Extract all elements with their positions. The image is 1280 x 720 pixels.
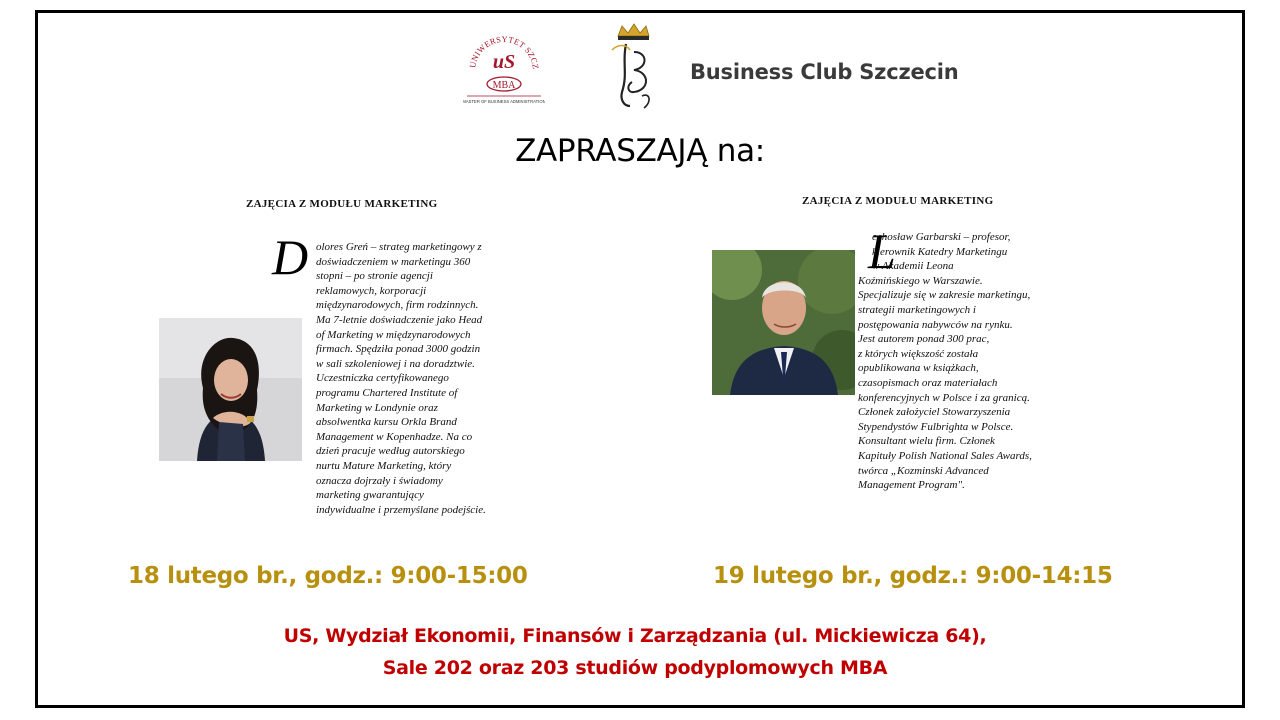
event-date-left: 18 lutego br., godz.: 9:00-15:00 bbox=[128, 563, 528, 589]
bio-line: reklamowych, korporacji bbox=[316, 284, 427, 297]
bio-line: oznacza dojrzały i świadomy bbox=[316, 474, 443, 487]
bio-line: w Akademii Leona bbox=[872, 260, 954, 273]
bio-line: echosław Garbarski – profesor, bbox=[872, 231, 1011, 243]
bio-line: w sali szkoleniowej i na doradztwie. bbox=[316, 357, 475, 370]
bio-line: olores Greń – strateg marketingowy z bbox=[316, 241, 482, 253]
bio-line: opublikowana w książkach, bbox=[858, 362, 979, 375]
bio-line: Członek założyciel Stowarzyszenia bbox=[858, 406, 1011, 419]
bio-line: konferencyjnych w Polsce i za granicą. bbox=[858, 391, 1030, 404]
dropcap-right: L bbox=[868, 223, 896, 279]
bio-line: Konsultant wielu firm. Członek bbox=[858, 435, 995, 448]
venue-line-1: US, Wydział Ekonomii, Finansów i Zarządzania (ul. Mickiewicza 64), bbox=[283, 625, 987, 647]
bio-line: of Marketing w międzynarodowych bbox=[316, 328, 471, 341]
speaker-photo-right bbox=[712, 250, 855, 395]
bio-line: nurtu Mature Marketing, który bbox=[316, 459, 452, 472]
venue-line-2: Sale 202 oraz 203 studiów podyplomowych MBA bbox=[382, 657, 888, 679]
bio-left bbox=[316, 240, 486, 517]
module-title-left: ZAJĘCIA Z MODUŁU MARKETING bbox=[246, 198, 438, 210]
dropcap-left: D bbox=[272, 229, 309, 285]
bio-line: absolwentka kursu Orkla Brand bbox=[316, 416, 457, 429]
bio-line: firmach. Spędziła ponad 3000 godzin bbox=[316, 343, 481, 356]
bio-line: stopni – po stronie agencji bbox=[316, 270, 433, 283]
bio-line: twórca „Kozminski Advanced bbox=[858, 464, 989, 477]
bio-line: Koźmińskiego w Warszawie. bbox=[858, 274, 983, 287]
bio-line: Specjalizuje się w zakresie marketingu, bbox=[858, 289, 1031, 302]
speaker-photo-left bbox=[159, 318, 302, 461]
svg-text:uS: uS bbox=[492, 51, 516, 73]
bio-line: kierownik Katedry Marketingu bbox=[872, 245, 1008, 258]
bio-line: Marketing w Londynie oraz bbox=[316, 401, 438, 414]
bio-line: Stypendystów Fulbrighta w Polsce. bbox=[858, 420, 1014, 433]
bio-line: doświadczeniem w marketingu 360 bbox=[316, 255, 471, 268]
bio-line: międzynarodowych, firm rodzinnych. bbox=[316, 299, 479, 312]
bio-line: Kapituły Polish National Sales Awards, bbox=[858, 449, 1032, 462]
bio-line: Management w Kopenhadze. Na co bbox=[316, 430, 473, 443]
bio-right bbox=[858, 230, 1032, 493]
logo-caption: MASTER OF BUSINESS ADMINISTRATION bbox=[463, 99, 545, 104]
brand-name: Business Club Szczecin bbox=[690, 60, 959, 84]
us-mba-logo bbox=[463, 27, 545, 107]
bio-line: czasopismach oraz materiałach bbox=[858, 376, 998, 389]
bio-line: strategii marketingowych i bbox=[858, 303, 976, 316]
bio-line: indywidualne i przemyślane podejście. bbox=[316, 503, 486, 516]
page-title: ZAPRASZAJĄ na: bbox=[515, 133, 765, 169]
bio-line: dzień pracuje według autorskiego bbox=[316, 445, 465, 458]
crown-monogram-icon bbox=[604, 22, 658, 110]
bio-line: z których większość została bbox=[858, 347, 979, 360]
bio-line: programu Chartered Institute of bbox=[316, 386, 458, 399]
bio-line: Ma 7-letnie doświadczenie jako Head bbox=[316, 313, 483, 326]
module-title-right: ZAJĘCIA Z MODUŁU MARKETING bbox=[802, 195, 994, 207]
bio-line: postępowania nabywców na rynku. bbox=[858, 318, 1013, 331]
bio-line: Management Program". bbox=[858, 479, 965, 492]
bio-line: Jest autorem ponad 300 prac, bbox=[858, 333, 990, 346]
logo-arc-text: UNIWERSYTET SZCZ bbox=[468, 34, 541, 70]
bio-line: marketing gwarantujący bbox=[316, 489, 424, 502]
logo-mba-text: MBA bbox=[492, 80, 516, 91]
event-date-right: 19 lutego br., godz.: 9:00-14:15 bbox=[713, 563, 1113, 589]
bio-line: Uczestniczka certyfikowanego bbox=[316, 372, 449, 385]
